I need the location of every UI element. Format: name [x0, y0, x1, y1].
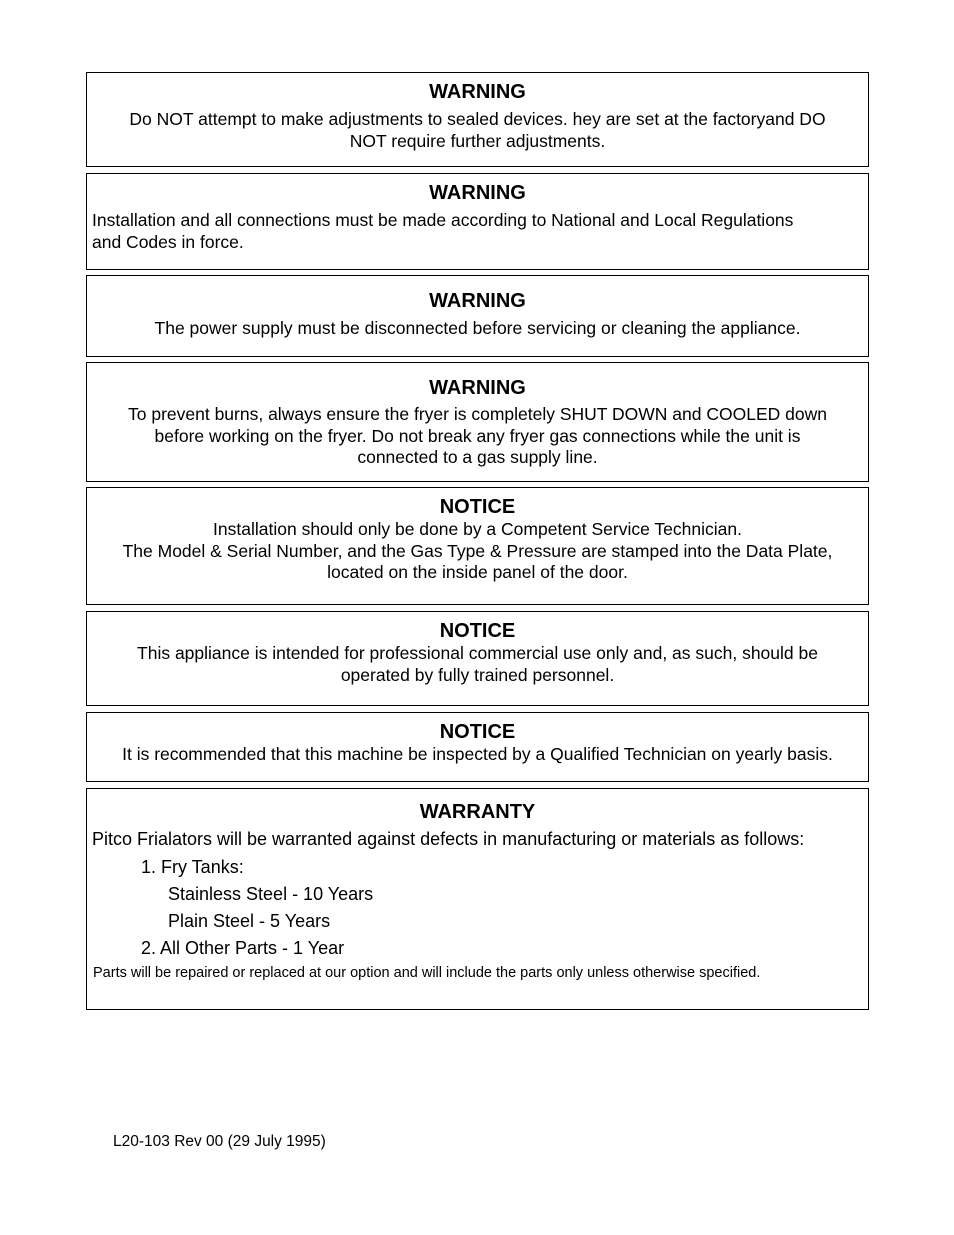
warranty-heading: WARRANTY	[419, 801, 536, 823]
document-revision-footer: L20-103 Rev 00 (29 July 1995)	[113, 1133, 326, 1150]
notice-box-inspection	[86, 712, 869, 782]
warranty-intro: Pitco Frialators will be warranted against defects in manufacturing or materials as follows:	[92, 829, 805, 849]
box-heading: NOTICE	[439, 496, 516, 518]
box-text-line: and Codes in force.	[92, 231, 244, 252]
notice-box-installation	[86, 487, 869, 605]
box-heading: WARNING	[429, 377, 526, 399]
box-text-line: To prevent burns, always ensure the fryer is completely SHUT DOWN and COOLED down	[128, 404, 827, 424]
box-text-line: connected to a gas supply line.	[357, 447, 598, 467]
warranty-item-stainless-steel: Stainless Steel - 10 Years	[168, 883, 374, 904]
warranty-note: Parts will be repaired or replaced at our option and will include the parts only unless otherwise specified.	[93, 964, 761, 981]
box-heading: WARNING	[429, 182, 526, 204]
box-text-line: NOT require further adjustments.	[349, 130, 606, 151]
warranty-box	[86, 788, 869, 1010]
box-text-line: located on the inside panel of the door.	[327, 562, 628, 582]
notice-box-professional-use	[86, 611, 869, 706]
warning-box-burns	[86, 362, 869, 482]
warranty-item-other-parts: 2. All Other Parts - 1 Year	[141, 937, 345, 958]
box-heading: NOTICE	[439, 620, 516, 642]
box-heading: WARNING	[429, 81, 526, 103]
box-heading: NOTICE	[439, 721, 516, 743]
box-text-line: Installation and all connections must be made according to National and Local Regulations	[92, 210, 794, 230]
box-text-line: before working on the fryer. Do not break any fryer gas connections while the unit is	[154, 425, 801, 446]
box-text-line: It is recommended that this machine be inspected by a Qualified Technician on yearly basis.	[122, 744, 833, 764]
warning-box-regulations	[86, 173, 869, 270]
box-text-line: This appliance is intended for professional commercial use only and, as such, should be	[137, 643, 818, 663]
box-text-line: operated by fully trained personnel.	[340, 664, 615, 685]
box-text-line: Do NOT attempt to make adjustments to sealed devices. hey are set at the factoryand DO	[129, 109, 826, 129]
warning-box-sealed-devices	[86, 72, 869, 167]
warranty-item-plain-steel: Plain Steel - 5 Years	[168, 910, 331, 931]
warranty-list	[87, 854, 868, 962]
warranty-item-fry-tanks: 1. Fry Tanks:	[141, 856, 244, 877]
box-heading: WARNING	[429, 290, 526, 312]
warning-box-power-supply	[86, 275, 869, 357]
box-text-line: Installation should only be done by a Competent Service Technician.	[213, 519, 742, 539]
box-text-line: The Model & Serial Number, and the Gas Type & Pressure are stamped into the Data Plate,	[122, 540, 833, 561]
box-text-line: The power supply must be disconnected before servicing or cleaning the appliance.	[154, 318, 801, 338]
